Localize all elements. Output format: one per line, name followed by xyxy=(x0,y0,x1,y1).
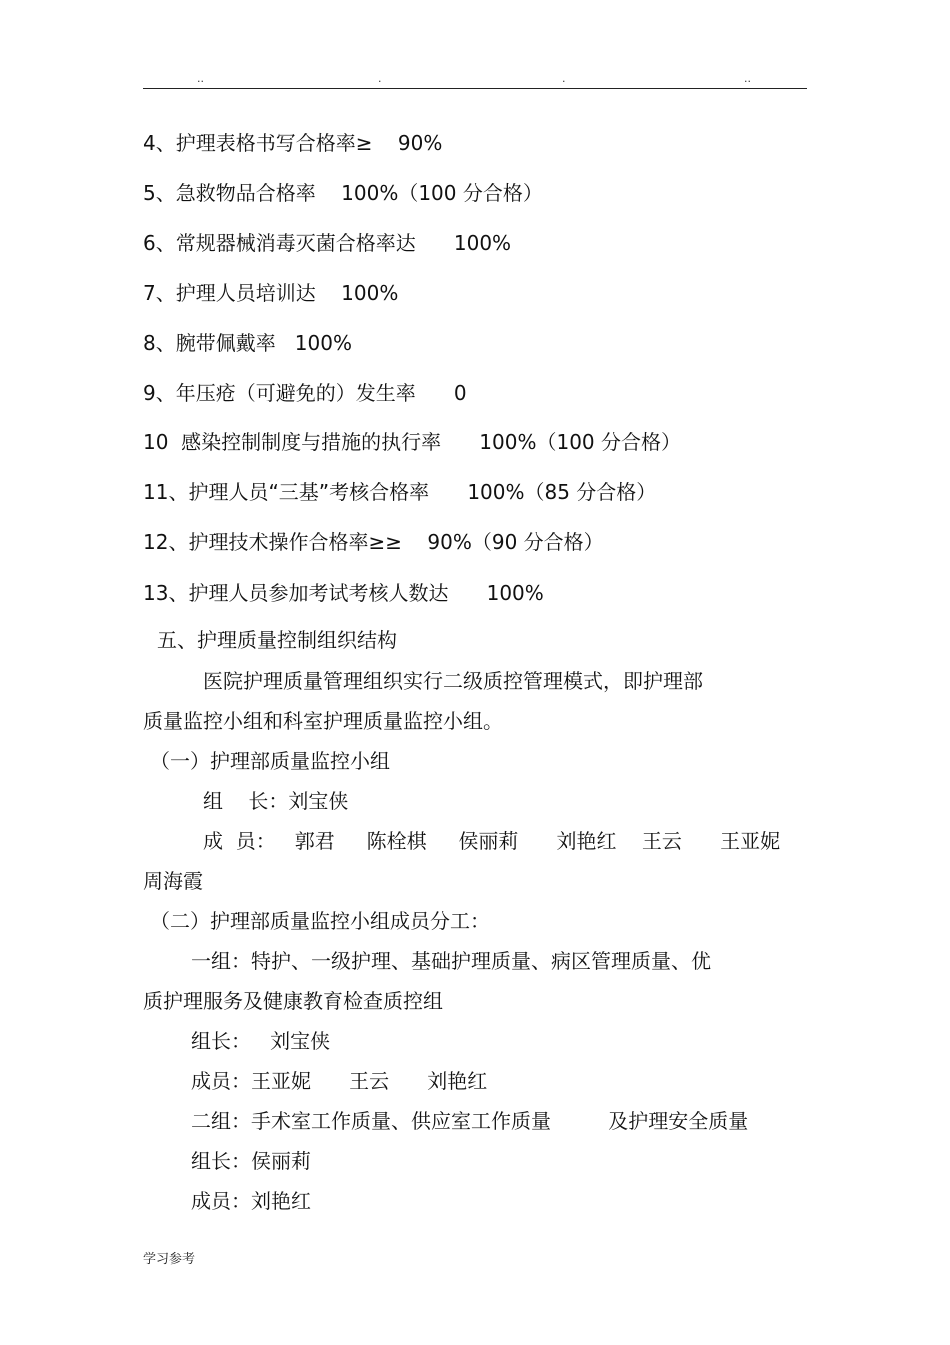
leader-line: 组长： 刘宝侠 xyxy=(191,1029,331,1053)
subsection-heading: （二）护理部质量监控小组成员分工： xyxy=(150,909,490,933)
indicator-item: 11、护理人员“三基”考核合格率 100%（85 分合格） xyxy=(143,480,657,504)
leader-line: 组 长：刘宝侠 xyxy=(203,789,349,813)
members-line: 成员：刘艳红 xyxy=(191,1189,311,1213)
indicator-item: 12、护理技术操作合格率≥≥ 90%（90 分合格） xyxy=(143,530,604,554)
paragraph-line: 质护理服务及健康教育检查质控组 xyxy=(143,989,443,1013)
members-line: 周海霞 xyxy=(143,869,203,893)
header-dot: . xyxy=(378,72,382,85)
leader-line: 组长：侯丽莉 xyxy=(191,1149,311,1173)
paragraph-line: 二组：手术室工作质量、供应室工作质量 及护理安全质量 xyxy=(191,1109,749,1133)
paragraph-line: 医院护理质量管理组织实行二级质控管理模式，即护理部 xyxy=(203,669,703,693)
header-divider xyxy=(143,88,807,89)
members-line: 成员：王亚妮 王云 刘艳红 xyxy=(191,1069,488,1093)
indicator-item: 8、腕带佩戴率 100% xyxy=(143,331,352,355)
page-header xyxy=(0,72,950,86)
paragraph-line: 一组：特护、一级护理、基础护理质量、病区管理质量、优 xyxy=(191,949,711,973)
page-footer: 学习参考 xyxy=(143,1252,196,1267)
subsection-heading: （一）护理部质量监控小组 xyxy=(150,749,390,773)
paragraph-line: 质量监控小组和科室护理质量监控小组。 xyxy=(143,709,503,733)
indicator-item: 13、护理人员参加考试考核人数达 100% xyxy=(143,581,544,605)
indicator-item: 7、护理人员培训达 100% xyxy=(143,281,399,305)
indicator-item: 10 感染控制制度与措施的执行率 100%（100 分合格） xyxy=(143,430,682,454)
header-dot: . xyxy=(562,72,566,85)
section-heading: 五、护理质量控制组织结构 xyxy=(157,628,397,652)
members-line: 成 员： 郭君 陈栓棋 侯丽莉 刘艳红 王云 王亚妮 xyxy=(203,829,781,853)
indicator-item: 5、急救物品合格率 100%（100 分合格） xyxy=(143,181,543,205)
indicator-item: 4、护理表格书写合格率≥ 90% xyxy=(143,131,443,155)
header-dot: .. xyxy=(744,72,751,85)
indicator-item: 9、年压疮（可避免的）发生率 0 xyxy=(143,381,467,405)
header-dot: .. xyxy=(197,72,204,85)
indicator-item: 6、常规器械消毒灭菌合格率达 100% xyxy=(143,231,512,255)
